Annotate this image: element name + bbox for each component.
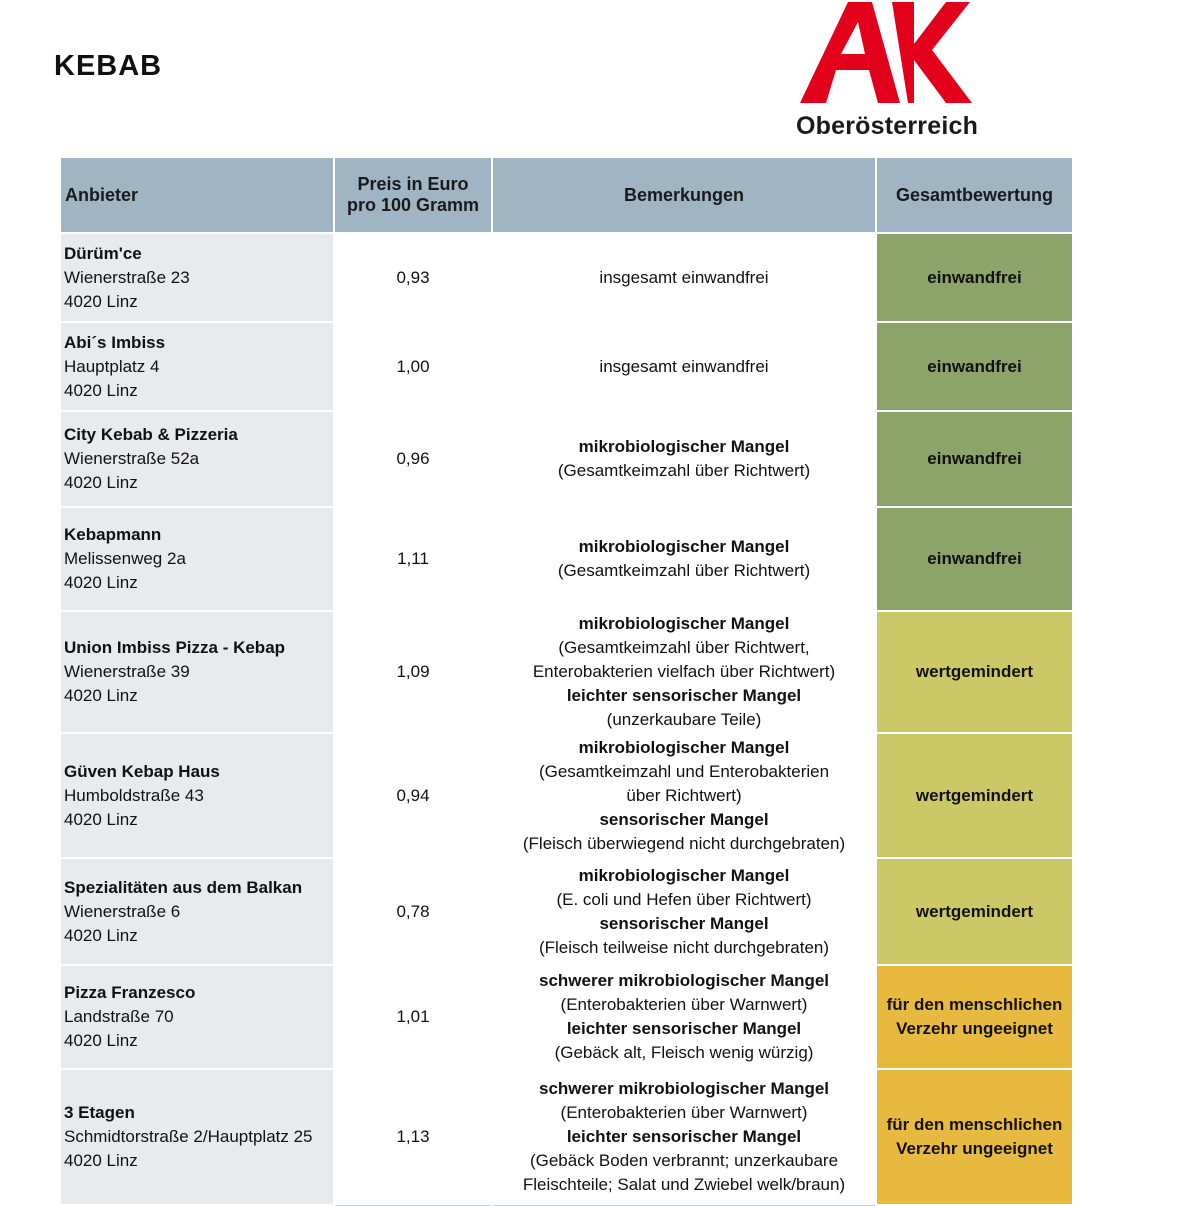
header-bemerkungen: Bemerkungen: [492, 157, 876, 233]
remark-heading: sensorischer Mangel: [599, 913, 769, 933]
rating-text: für den menschlichen: [886, 995, 1063, 1014]
remark-detail: (Gesamtkeimzahl über Richtwert): [557, 461, 811, 480]
remark-heading: schwerer mikrobiologischer Mangel: [538, 1079, 830, 1099]
anbieter-street: Wienerstraße 6: [64, 901, 181, 921]
remark-detail: insgesamt einwandfrei: [599, 267, 769, 287]
header-preis-line2: pro 100 Gramm: [346, 195, 480, 215]
bemerkungen-cell: [492, 1069, 876, 1205]
table-row: [60, 858, 1073, 965]
preis-cell: 0,93: [334, 233, 492, 322]
preis-cell: 1,09: [334, 611, 492, 733]
remark-detail: Enterobakterien vielfach über Richtwert): [532, 662, 836, 681]
anbieter-city: 4020 Linz: [64, 573, 138, 592]
remark-heading: leichter sensorischer Mangel: [566, 1127, 802, 1147]
anbieter-city: 4020 Linz: [64, 925, 138, 945]
header-preis: [334, 157, 492, 233]
remark-detail: (Gesamtkeimzahl und Enterobakterien: [538, 761, 830, 781]
anbieter-street: Melissenweg 2a: [64, 549, 186, 568]
table-row: [60, 322, 1073, 411]
anbieter-street: Wienerstraße 23: [64, 267, 190, 287]
remark-heading: mikrobiologischer Mangel: [578, 537, 790, 556]
remark-detail: über Richtwert): [626, 785, 742, 805]
table-row: [60, 1069, 1073, 1205]
anbieter-name: Kebapmann: [64, 525, 162, 544]
gesamtbewertung-cell: [876, 322, 1073, 411]
remark-detail: (Gesamtkeimzahl über Richtwert,: [558, 638, 810, 657]
anbieter-name: Pizza Franzesco: [64, 983, 196, 1002]
table-row: [60, 965, 1073, 1069]
gesamtbewertung-cell: [876, 507, 1073, 611]
bemerkungen-cell: [492, 322, 876, 411]
anbieter-name: Spezialitäten aus dem Balkan: [64, 877, 303, 897]
anbieter-cell: [60, 233, 334, 322]
ak-logo: [796, 0, 979, 145]
anbieter-cell: [60, 858, 334, 965]
preis-cell: 0,78: [334, 858, 492, 965]
anbieter-city: 4020 Linz: [64, 809, 138, 829]
table-row: [60, 733, 1073, 858]
table-row: [60, 507, 1073, 611]
remark-detail: (Enterobakterien über Warnwert): [560, 995, 808, 1014]
remark-heading: schwerer mikrobiologischer Mangel: [538, 971, 830, 990]
bemerkungen-cell: [492, 733, 876, 858]
remark-heading: leichter sensorischer Mangel: [566, 686, 802, 705]
anbieter-city: 4020 Linz: [64, 380, 138, 400]
preis-cell: 1,11: [334, 507, 492, 611]
bemerkungen-cell: [492, 858, 876, 965]
remark-heading: leichter sensorischer Mangel: [566, 1019, 802, 1038]
ak-logo-icon: [796, 0, 976, 108]
anbieter-city: 4020 Linz: [64, 1151, 138, 1170]
gesamtbewertung-cell: [876, 858, 1073, 965]
gesamtbewertung-cell: [876, 1069, 1073, 1205]
remark-heading: mikrobiologischer Mangel: [578, 737, 790, 757]
rating-text: einwandfrei: [927, 356, 1022, 376]
anbieter-street: Humboldstraße 43: [64, 785, 204, 805]
logo-region-text: Oberösterreich: [796, 112, 979, 140]
table-row: [60, 233, 1073, 322]
kebab-test-table: [59, 156, 1074, 1206]
rating-text: einwandfrei: [927, 549, 1022, 568]
gesamtbewertung-cell: [876, 611, 1073, 733]
anbieter-city: 4020 Linz: [64, 473, 138, 492]
rating-text: wertgemindert: [915, 785, 1034, 805]
preis-cell: 0,94: [334, 733, 492, 858]
anbieter-cell: [60, 611, 334, 733]
header-preis-line1: Preis in Euro: [357, 174, 469, 194]
preis-cell: 1,01: [334, 965, 492, 1069]
preis-cell: 0,96: [334, 411, 492, 507]
remark-detail: (unzerkaubare Teile): [606, 710, 762, 729]
anbieter-name: Dürüm'ce: [64, 243, 142, 263]
preis-cell: 1,00: [334, 322, 492, 411]
anbieter-city: 4020 Linz: [64, 686, 138, 705]
anbieter-street: Wienerstraße 39: [64, 662, 190, 681]
bemerkungen-cell: [492, 233, 876, 322]
anbieter-cell: [60, 733, 334, 858]
anbieter-cell: [60, 965, 334, 1069]
bemerkungen-cell: [492, 411, 876, 507]
bemerkungen-cell: [492, 507, 876, 611]
table-row: [60, 411, 1073, 507]
rating-text: einwandfrei: [927, 267, 1022, 287]
remark-heading: sensorischer Mangel: [599, 809, 769, 829]
anbieter-name: Abi´s Imbiss: [64, 332, 166, 352]
gesamtbewertung-cell: [876, 733, 1073, 858]
anbieter-name: Güven Kebap Haus: [64, 761, 220, 781]
anbieter-cell: [60, 507, 334, 611]
rating-text: wertgemindert: [915, 901, 1034, 921]
remark-heading: mikrobiologischer Mangel: [578, 614, 790, 633]
rating-text: einwandfrei: [927, 449, 1022, 468]
anbieter-street: Landstraße 70: [64, 1007, 174, 1026]
remark-detail: insgesamt einwandfrei: [599, 356, 769, 376]
table-header-row: [60, 157, 1073, 233]
gesamtbewertung-cell: [876, 411, 1073, 507]
rating-text: Verzehr ungeeignet: [896, 1019, 1053, 1038]
rating-text: für den menschlichen: [886, 1115, 1063, 1134]
page-title: KEBAB: [54, 50, 163, 82]
bemerkungen-cell: [492, 965, 876, 1069]
remark-detail: (Enterobakterien über Warnwert): [560, 1103, 808, 1123]
remark-heading: mikrobiologischer Mangel: [578, 437, 790, 456]
anbieter-cell: [60, 411, 334, 507]
anbieter-name: Union Imbiss Pizza - Kebap: [64, 638, 286, 657]
remark-detail: (Gebäck alt, Fleisch wenig würzig): [554, 1043, 814, 1062]
remark-detail: (Gesamtkeimzahl über Richtwert): [557, 561, 811, 580]
anbieter-name: City Kebab & Pizzeria: [64, 425, 238, 444]
anbieter-street: Wienerstraße 52a: [64, 449, 200, 468]
anbieter-cell: [60, 1069, 334, 1205]
gesamtbewertung-cell: [876, 233, 1073, 322]
remark-detail: (Gebäck Boden verbrannt; unzerkaubare: [529, 1151, 839, 1171]
rating-text: wertgemindert: [915, 662, 1034, 681]
anbieter-street: Hauptplatz 4: [64, 356, 160, 376]
remark-detail: Fleischteile; Salat und Zwiebel welk/braun): [522, 1175, 846, 1195]
table-row: [60, 611, 1073, 733]
bemerkungen-cell: [492, 611, 876, 733]
rating-text: Verzehr ungeeignet: [896, 1139, 1053, 1158]
header-anbieter: Anbieter: [60, 157, 334, 233]
anbieter-city: 4020 Linz: [64, 291, 138, 311]
remark-detail: (E. coli und Hefen über Richtwert): [556, 889, 812, 909]
gesamtbewertung-cell: [876, 965, 1073, 1069]
anbieter-name: 3 Etagen: [64, 1103, 135, 1122]
remark-detail: (Fleisch überwiegend nicht durchgebraten): [522, 833, 846, 853]
header-gesamtbewertung: Gesamtbewertung: [876, 157, 1073, 233]
anbieter-cell: [60, 322, 334, 411]
anbieter-street: Schmidtorstraße 2/Hauptplatz 25: [64, 1127, 313, 1146]
preis-cell: 1,13: [334, 1069, 492, 1205]
remark-heading: mikrobiologischer Mangel: [578, 865, 790, 885]
anbieter-city: 4020 Linz: [64, 1031, 138, 1050]
remark-detail: (Fleisch teilweise nicht durchgebraten): [538, 937, 830, 957]
